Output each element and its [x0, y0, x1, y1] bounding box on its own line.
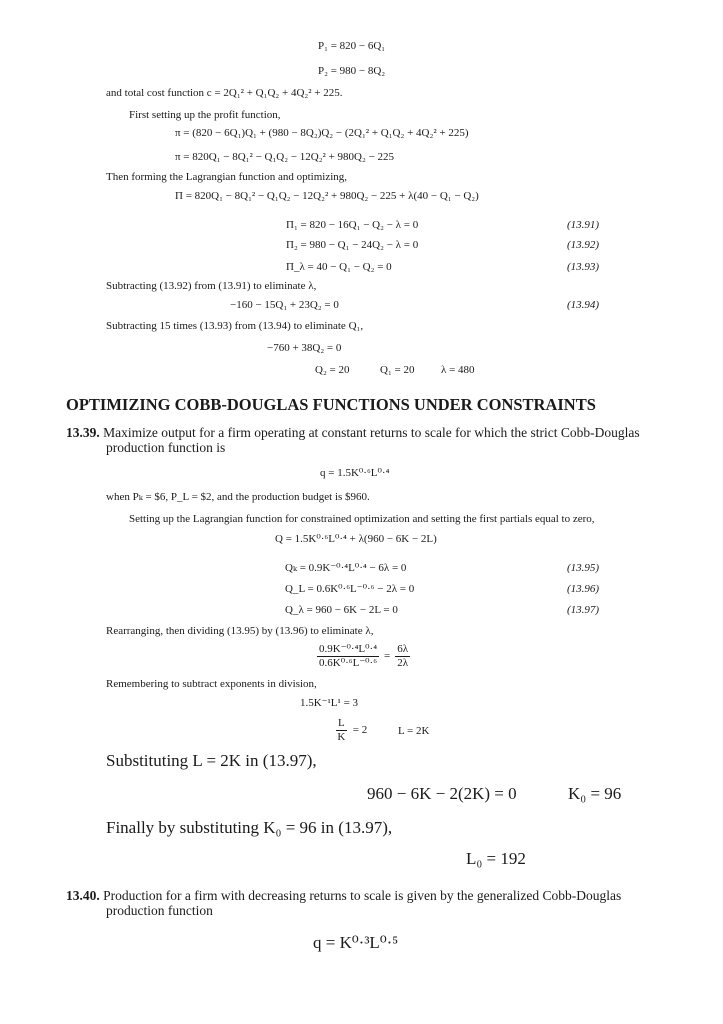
equals-sign: =	[384, 650, 391, 662]
rearranging-text: Rearranging, then dividing (13.95) by (13.96) to eliminate λ,	[106, 625, 374, 637]
problem-text: Production for a firm with decreasing returns to scale is given by the generalized Cobb-Douglas	[103, 888, 622, 903]
price-equation-1: P₁ = 820 − 6Q₁	[318, 40, 386, 52]
lagrangian-setup-text-2: Setting up the Lagrangian function for constrained optimization and setting the first partials equal to zero,	[129, 513, 595, 525]
partial-qlambda: Q_λ = 960 − 6K − 2L = 0	[285, 604, 398, 616]
l-over-k-rhs: = 2	[352, 724, 368, 736]
profit-function-2: π = 820Q₁ − 8Q₁² − Q₁Q₂ − 12Q₂² + 980Q₂ − 225	[175, 151, 395, 163]
prices-budget-text: when Pₖ = $6, P_L = $2, and the production budget is $960.	[106, 491, 370, 503]
equation-tag: (13.96)	[567, 583, 600, 595]
equation-tag: (13.92)	[567, 239, 600, 251]
generalized-production-function: q = K⁰·³L⁰·⁵	[313, 933, 399, 952]
partial-pi-1: Π₁ = 820 − 16Q₁ − Q₂ − λ = 0	[286, 219, 419, 231]
lagrangian-function: Π = 820Q₁ − 8Q₁² − Q₁Q₂ − 12Q₂² + 980Q₂ − 225 + λ(40 − Q₁ − Q₂)	[175, 190, 479, 202]
partial-pi-2: Π₂ = 980 − Q₁ − 24Q₂ − λ = 0	[286, 239, 419, 251]
q2-equation: −760 + 38Q₂ = 0	[267, 342, 342, 354]
cost-function-text: and total cost function c = 2Q₁² + Q₁Q₂ + 4Q₂² + 225.	[106, 87, 343, 99]
partial-pi-lambda: Π_λ = 40 − Q₁ − Q₂ = 0	[286, 261, 392, 273]
finally-text: Finally by substituting K₀ = 96 in (13.97),	[106, 818, 393, 837]
l-numerator: L	[338, 717, 345, 729]
equation-tag: (13.91)	[567, 219, 600, 231]
section-heading: OPTIMIZING COBB-DOUGLAS FUNCTIONS UNDER CONSTRAINTS	[66, 395, 596, 414]
ratio-rhs-numerator: 6λ	[397, 643, 409, 655]
result-q2: Q₂ = 20	[315, 364, 350, 376]
production-function: q = 1.5K⁰·⁶L⁰·⁴	[320, 467, 390, 479]
substituting-text: Substituting L = 2K in (13.97),	[106, 751, 317, 770]
substituted-equation: 960 − 6K − 2(2K) = 0	[367, 784, 517, 803]
ratio-numerator: 0.9K⁻⁰·⁴L⁰·⁴	[319, 643, 378, 655]
l-over-k-equation	[336, 718, 367, 743]
problem-39-statement-cont: production function is	[106, 440, 226, 455]
result-lambda: λ = 480	[441, 364, 475, 376]
partial-qk: Qₖ = 0.9K⁻⁰·⁴L⁰·⁴ − 6λ = 0	[285, 562, 407, 574]
lagrangian-setup-text: Then forming the Lagrangian function and optimizing,	[106, 171, 348, 183]
profit-function-1: π = (820 − 6Q₁)Q₁ + (980 − 8Q₂)Q₂ − (2Q₁² + Q₁Q₂ + 4Q₂² + 225)	[175, 127, 469, 139]
partial-ql: Q_L = 0.6K⁰·⁶L⁻⁰·⁶ − 2λ = 0	[285, 583, 415, 595]
equation-tag: (13.95)	[567, 562, 600, 574]
problem-number: 13.39.	[66, 425, 100, 440]
ratio-equation	[317, 644, 410, 669]
ratio-rhs	[395, 644, 410, 669]
result-q1: Q₁ = 20	[380, 364, 415, 376]
equation-tag: (13.93)	[567, 261, 600, 273]
profit-setup-text: First setting up the profit function,	[129, 109, 281, 121]
equation-tag: (13.94)	[567, 299, 600, 311]
l0-result: L₀ = 192	[466, 849, 526, 868]
ratio-rhs-denominator: 2λ	[397, 657, 409, 669]
subtracting-text-1: Subtracting (13.92) from (13.91) to eliminate λ,	[106, 280, 317, 292]
exponent-equation: 1.5K⁻¹L¹ = 3	[300, 697, 359, 709]
problem-number: 13.40.	[66, 888, 100, 903]
ratio-lhs	[317, 644, 379, 669]
ratio-denominator: 0.6K⁰·⁶L⁻⁰·⁶	[319, 657, 378, 669]
equation-tag: (13.97)	[567, 604, 600, 616]
problem-40-statement-cont: production function	[106, 903, 213, 918]
l-over-k	[336, 718, 347, 743]
l-equals-2k: L = 2K	[398, 725, 430, 737]
problem-40-statement	[66, 889, 621, 903]
k0-result: K₀ = 96	[568, 784, 622, 803]
cobb-douglas-lagrangian: Q = 1.5K⁰·⁶L⁰·⁴ + λ(960 − 6K − 2L)	[275, 533, 437, 545]
price-equation-2: P₂ = 980 − 8Q₂	[318, 65, 386, 77]
problem-39-statement	[66, 426, 640, 440]
subtracting-text-2: Subtracting 15 times (13.93) from (13.94) to eliminate Q₁,	[106, 320, 364, 332]
problem-text: Maximize output for a firm operating at constant returns to scale for which the strict Cobb-Douglas	[103, 425, 640, 440]
combined-equation: −160 − 15Q₁ + 23Q₂ = 0	[230, 299, 339, 311]
remember-text: Remembering to subtract exponents in division,	[106, 678, 317, 690]
k-denominator: K	[337, 731, 346, 743]
